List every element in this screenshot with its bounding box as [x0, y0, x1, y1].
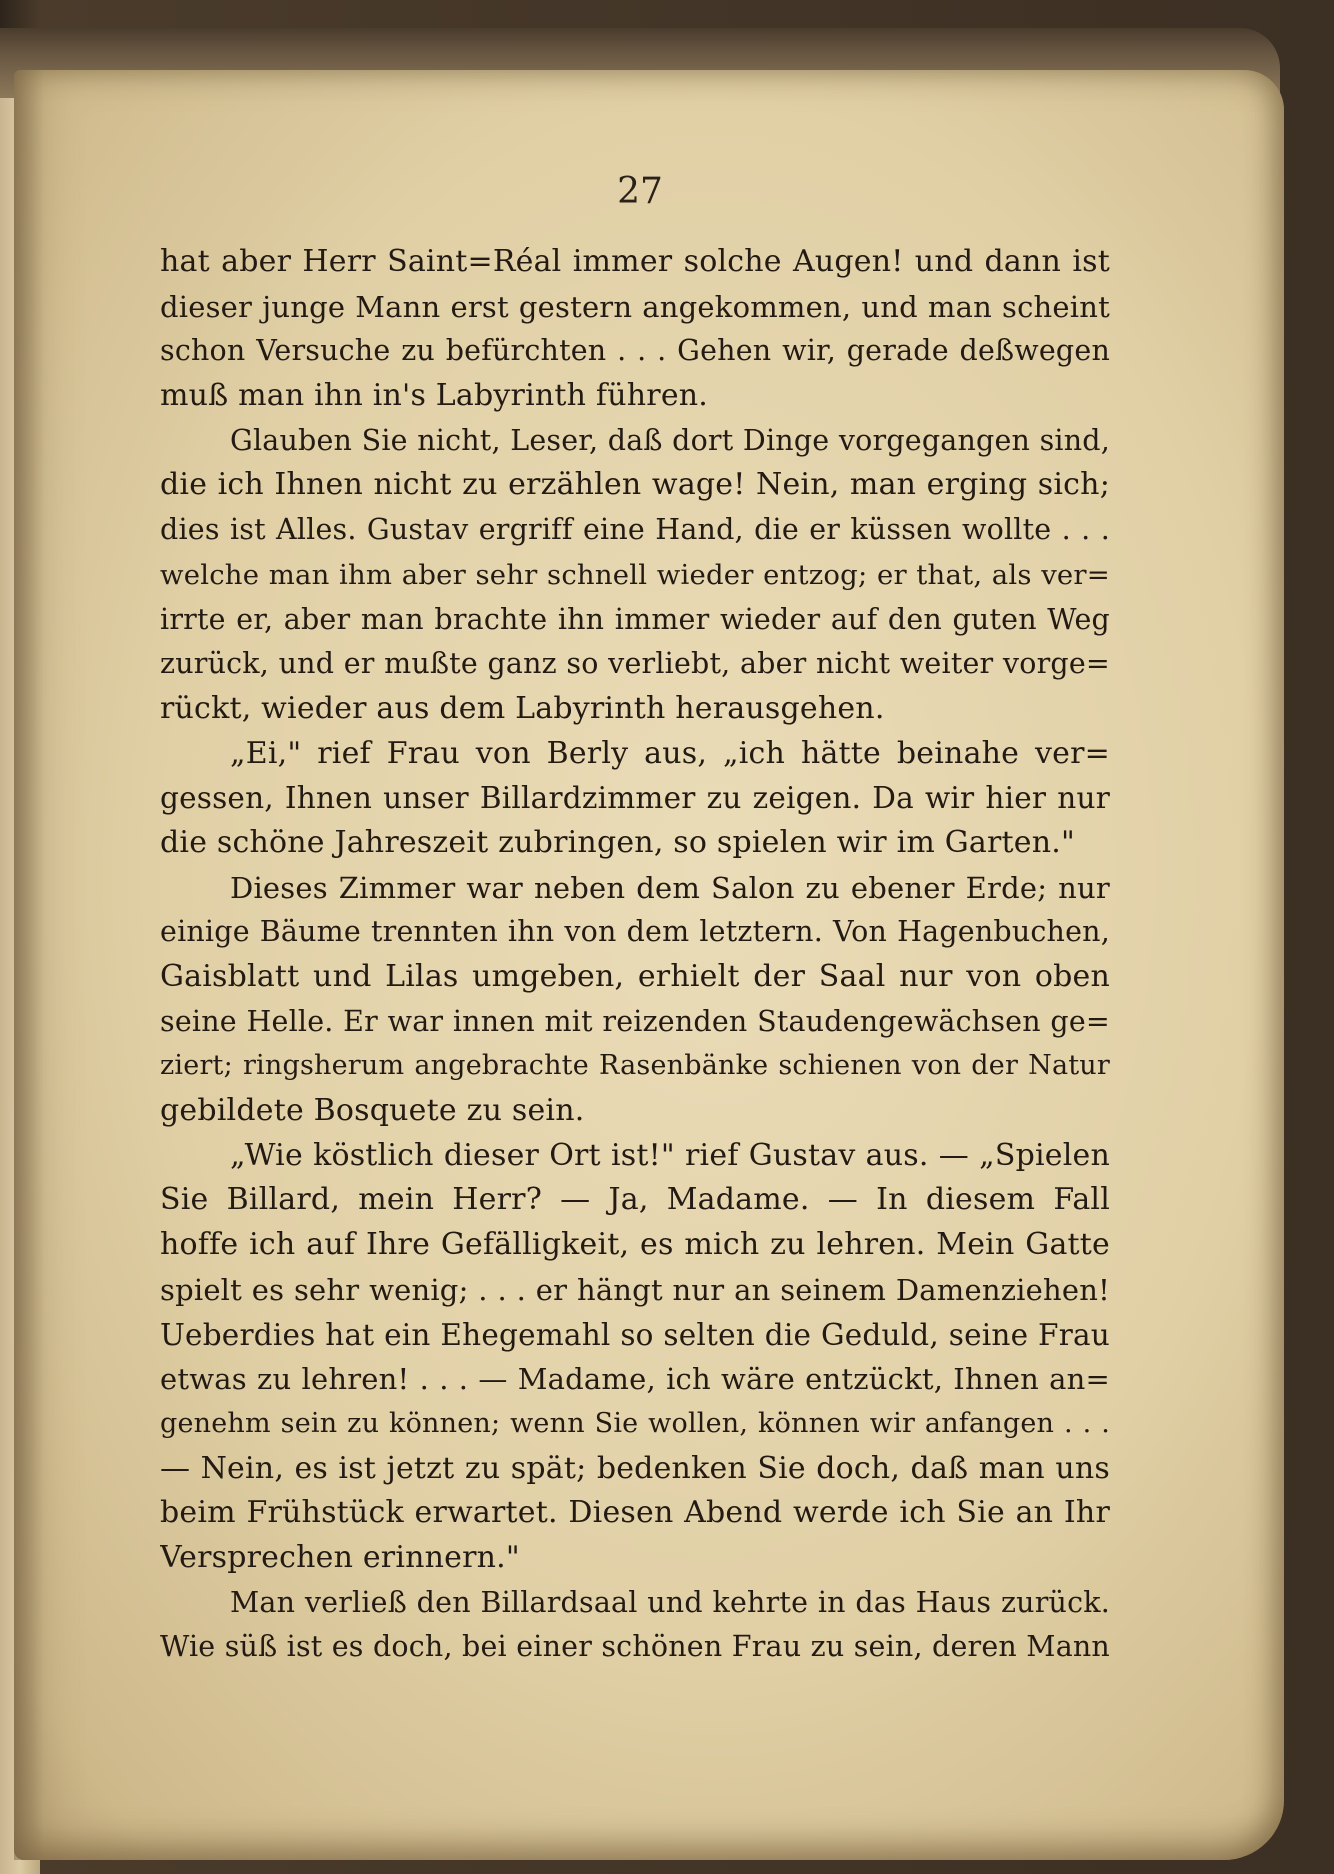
- page-gutter-shadow: [14, 70, 44, 1860]
- text-line: einige Bäume trennten ihn von dem letztern. Von Hagenbuchen,: [160, 915, 1110, 949]
- page-number: 27: [617, 171, 663, 212]
- text-line: irrte er, aber man brachte ihn immer wieder auf den guten Weg: [160, 602, 1110, 636]
- text-line: die schöne Jahreszeit zubringen, so spielen wir im Garten.": [160, 824, 1076, 860]
- text-line: „Wie köstlich dieser Ort ist!" rief Gustav aus. — „Spielen: [230, 1137, 1110, 1173]
- text-line: muß man ihn in's Labyrinth führen.: [160, 378, 709, 414]
- text-line: seine Helle. Er war innen mit reizenden Staudengewächsen ge=: [160, 1004, 1110, 1038]
- text-line: Sie Billard, mein Herr? — Ja, Madame. — In diesem Fall: [160, 1182, 1110, 1218]
- text-line: Versprechen erinnern.": [160, 1539, 520, 1575]
- text-line: „Ei," rief Frau von Berly aus, „ich hätte beinahe ver=: [230, 735, 1110, 771]
- text-line: gebildete Bosquete zu sein.: [160, 1093, 585, 1129]
- text-line: welche man ihm aber sehr schnell wieder entzog; er that, als ver=: [160, 558, 1110, 591]
- text-line: Glauben Sie nicht, Leser, daß dort Dinge vorgegangen sind,: [230, 423, 1110, 457]
- text-line: etwas zu lehren! . . . — Madame, ich wäre entzückt, Ihnen an=: [160, 1362, 1110, 1397]
- text-line: die ich Ihnen nicht zu erzählen wage! Nein, man erging sich;: [160, 467, 1110, 503]
- text-line: schon Versuche zu befürchten . . . Gehen wir, gerade deßwegen: [160, 334, 1110, 368]
- text-line: Gaisblatt und Lilas umgeben, erhielt der Saal nur von oben: [160, 959, 1110, 994]
- text-line: beim Frühstück erwartet. Diesen Abend werde ich Sie an Ihr: [160, 1495, 1110, 1531]
- body-text: [160, 240, 1110, 1670]
- text-line: hoffe ich auf Ihre Gefälligkeit, es mich zu lehren. Mein Gatte: [160, 1227, 1110, 1263]
- text-line: spielt es sehr wenig; . . . er hängt nur an seinem Damenziehen!: [160, 1272, 1110, 1307]
- text-line: dies ist Alles. Gustav ergriff eine Hand, die er küssen wollte . . .: [160, 513, 1110, 547]
- text-line: genehm sein zu können; wenn Sie wollen, können wir anfangen . . .: [160, 1407, 1110, 1439]
- text-line: Ueberdies hat ein Ehegemahl so selten die Geduld, seine Frau: [160, 1317, 1110, 1352]
- text-line: hat aber Herr Saint=Réal immer solche Augen! und dann ist: [160, 244, 1110, 279]
- text-line: Dieses Zimmer war neben dem Salon zu ebener Erde; nur: [230, 870, 1110, 905]
- text-line: ziert; ringsherum angebrachte Rasenbänke schienen von der Natur: [160, 1050, 1110, 1082]
- text-line: gessen, Ihnen unser Billardzimmer zu zeigen. Da wir hier nur: [160, 781, 1110, 816]
- text-line: Wie süß ist es doch, bei einer schönen Frau zu sein, deren Mann: [160, 1630, 1110, 1664]
- text-line: zurück, und er mußte ganz so verliebt, aber nicht weiter vorge=: [160, 647, 1110, 681]
- text-line: Man verließ den Billardsaal und kehrte in das Haus zurück.: [230, 1585, 1110, 1619]
- text-line: rückt, wieder aus dem Labyrinth herausgehen.: [160, 690, 885, 726]
- text-line: dieser junge Mann erst gestern angekommen, und man scheint: [160, 289, 1110, 324]
- text-line: — Nein, es ist jetzt zu spät; bedenken Sie doch, daß man uns: [160, 1450, 1110, 1486]
